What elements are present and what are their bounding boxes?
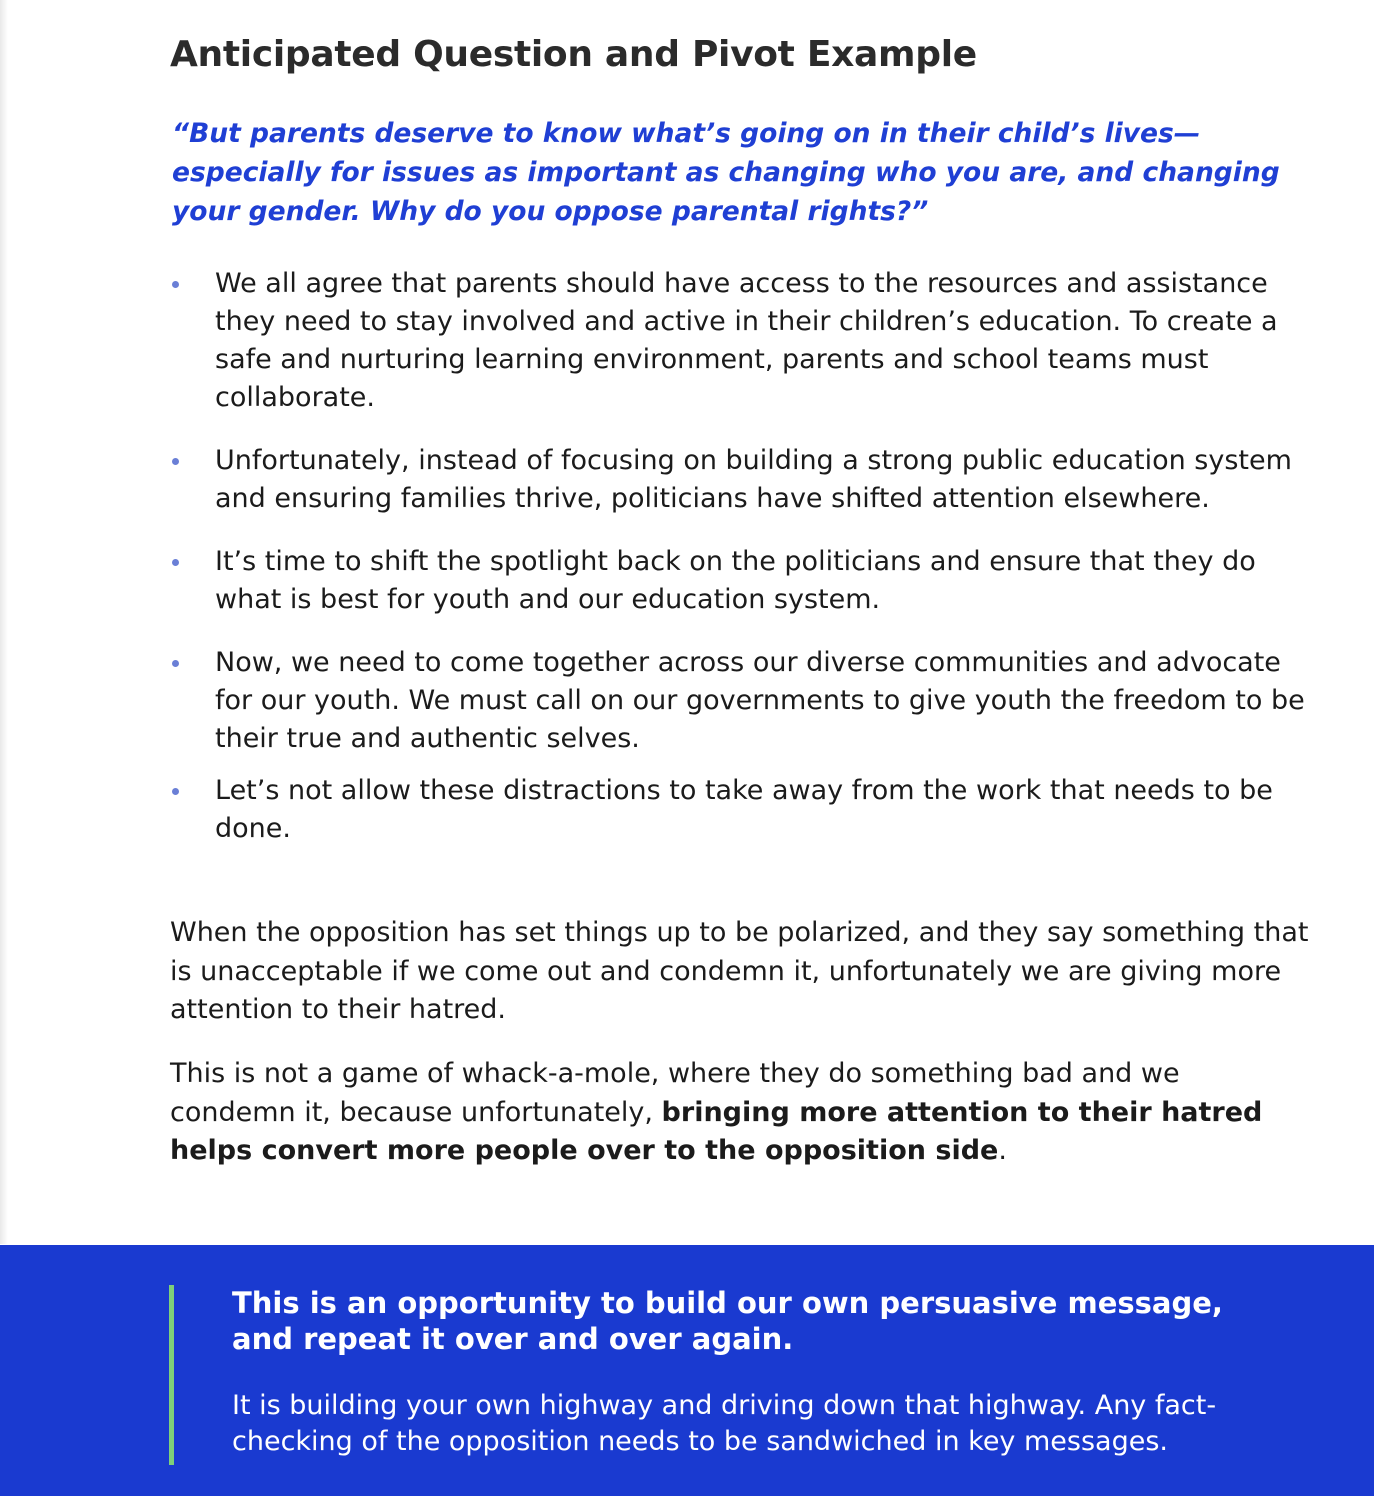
bullet-dot-icon — [172, 788, 179, 795]
bullet-text: Now, we need to come together across our diverse communities and advocate for our youth. We must call on our governments to give youth the freedom to be their true and authentic selves. — [215, 647, 1305, 754]
emphasized-text: bringing more attention to their hatred helps convert more people over to the opposition side — [170, 1096, 1263, 1166]
body-paragraph-whack-a-mole — [170, 1055, 1310, 1171]
bullet-dot-icon — [172, 281, 179, 288]
bullet-item — [170, 644, 1305, 758]
section-heading: Anticipated Question and Pivot Example — [170, 34, 977, 75]
bullet-item — [170, 442, 1305, 518]
callout-banner — [0, 1245, 1374, 1496]
bullet-text: It’s time to shift the spotlight back on the politicians and ensure that they do what is best for youth and our education system. — [215, 546, 1256, 615]
bullet-text: Unfortunately, instead of focusing on building a strong public education system and ensuring families thrive, politicians have shifted attention elsewhere. — [215, 445, 1292, 514]
page-edge-shadow — [0, 0, 8, 1244]
bullet-dot-icon — [172, 660, 179, 667]
bullet-item — [170, 772, 1305, 848]
bullet-dot-icon — [172, 458, 179, 465]
pivot-bullet-list — [170, 265, 1305, 873]
callout-accent-bar — [169, 1285, 174, 1465]
bullet-item — [170, 265, 1305, 417]
paragraph-end: . — [998, 1135, 1007, 1166]
anticipated-question: “But parents deserve to know what’s going on in their child’s lives—especially for issues as important as changing who you are, and changing your gender. Why do you oppose parental rights?” — [172, 118, 1280, 227]
callout-headline: This is an opportunity to build our own persuasive message, and repeat it over and over again. — [232, 1286, 1223, 1356]
bullet-item — [170, 543, 1305, 619]
bullet-text: Let’s not allow these distractions to take away from the work that needs to be done. — [215, 775, 1273, 844]
callout-body: It is building your own highway and driving down that highway. Any fact-checking of the opposition needs to be sandwiched in key messages. — [232, 1390, 1217, 1457]
bullet-text: We all agree that parents should have access to the resources and assistance they need to stay involved and active in their children’s education. To create a safe and nurturing learning environment, parents and school teams must collaborate. — [215, 268, 1278, 413]
body-paragraph-polarized: When the opposition has set things up to be polarized, and they say something that is unacceptable if we come out and condemn it, unfortunately we are giving more attention to their hatred. — [170, 917, 1309, 1025]
bullet-dot-icon — [172, 559, 179, 566]
paragraph-text: This is not a game of whack-a-mole, where they do something bad and we condemn it, because unfortunately, — [170, 1058, 1180, 1128]
